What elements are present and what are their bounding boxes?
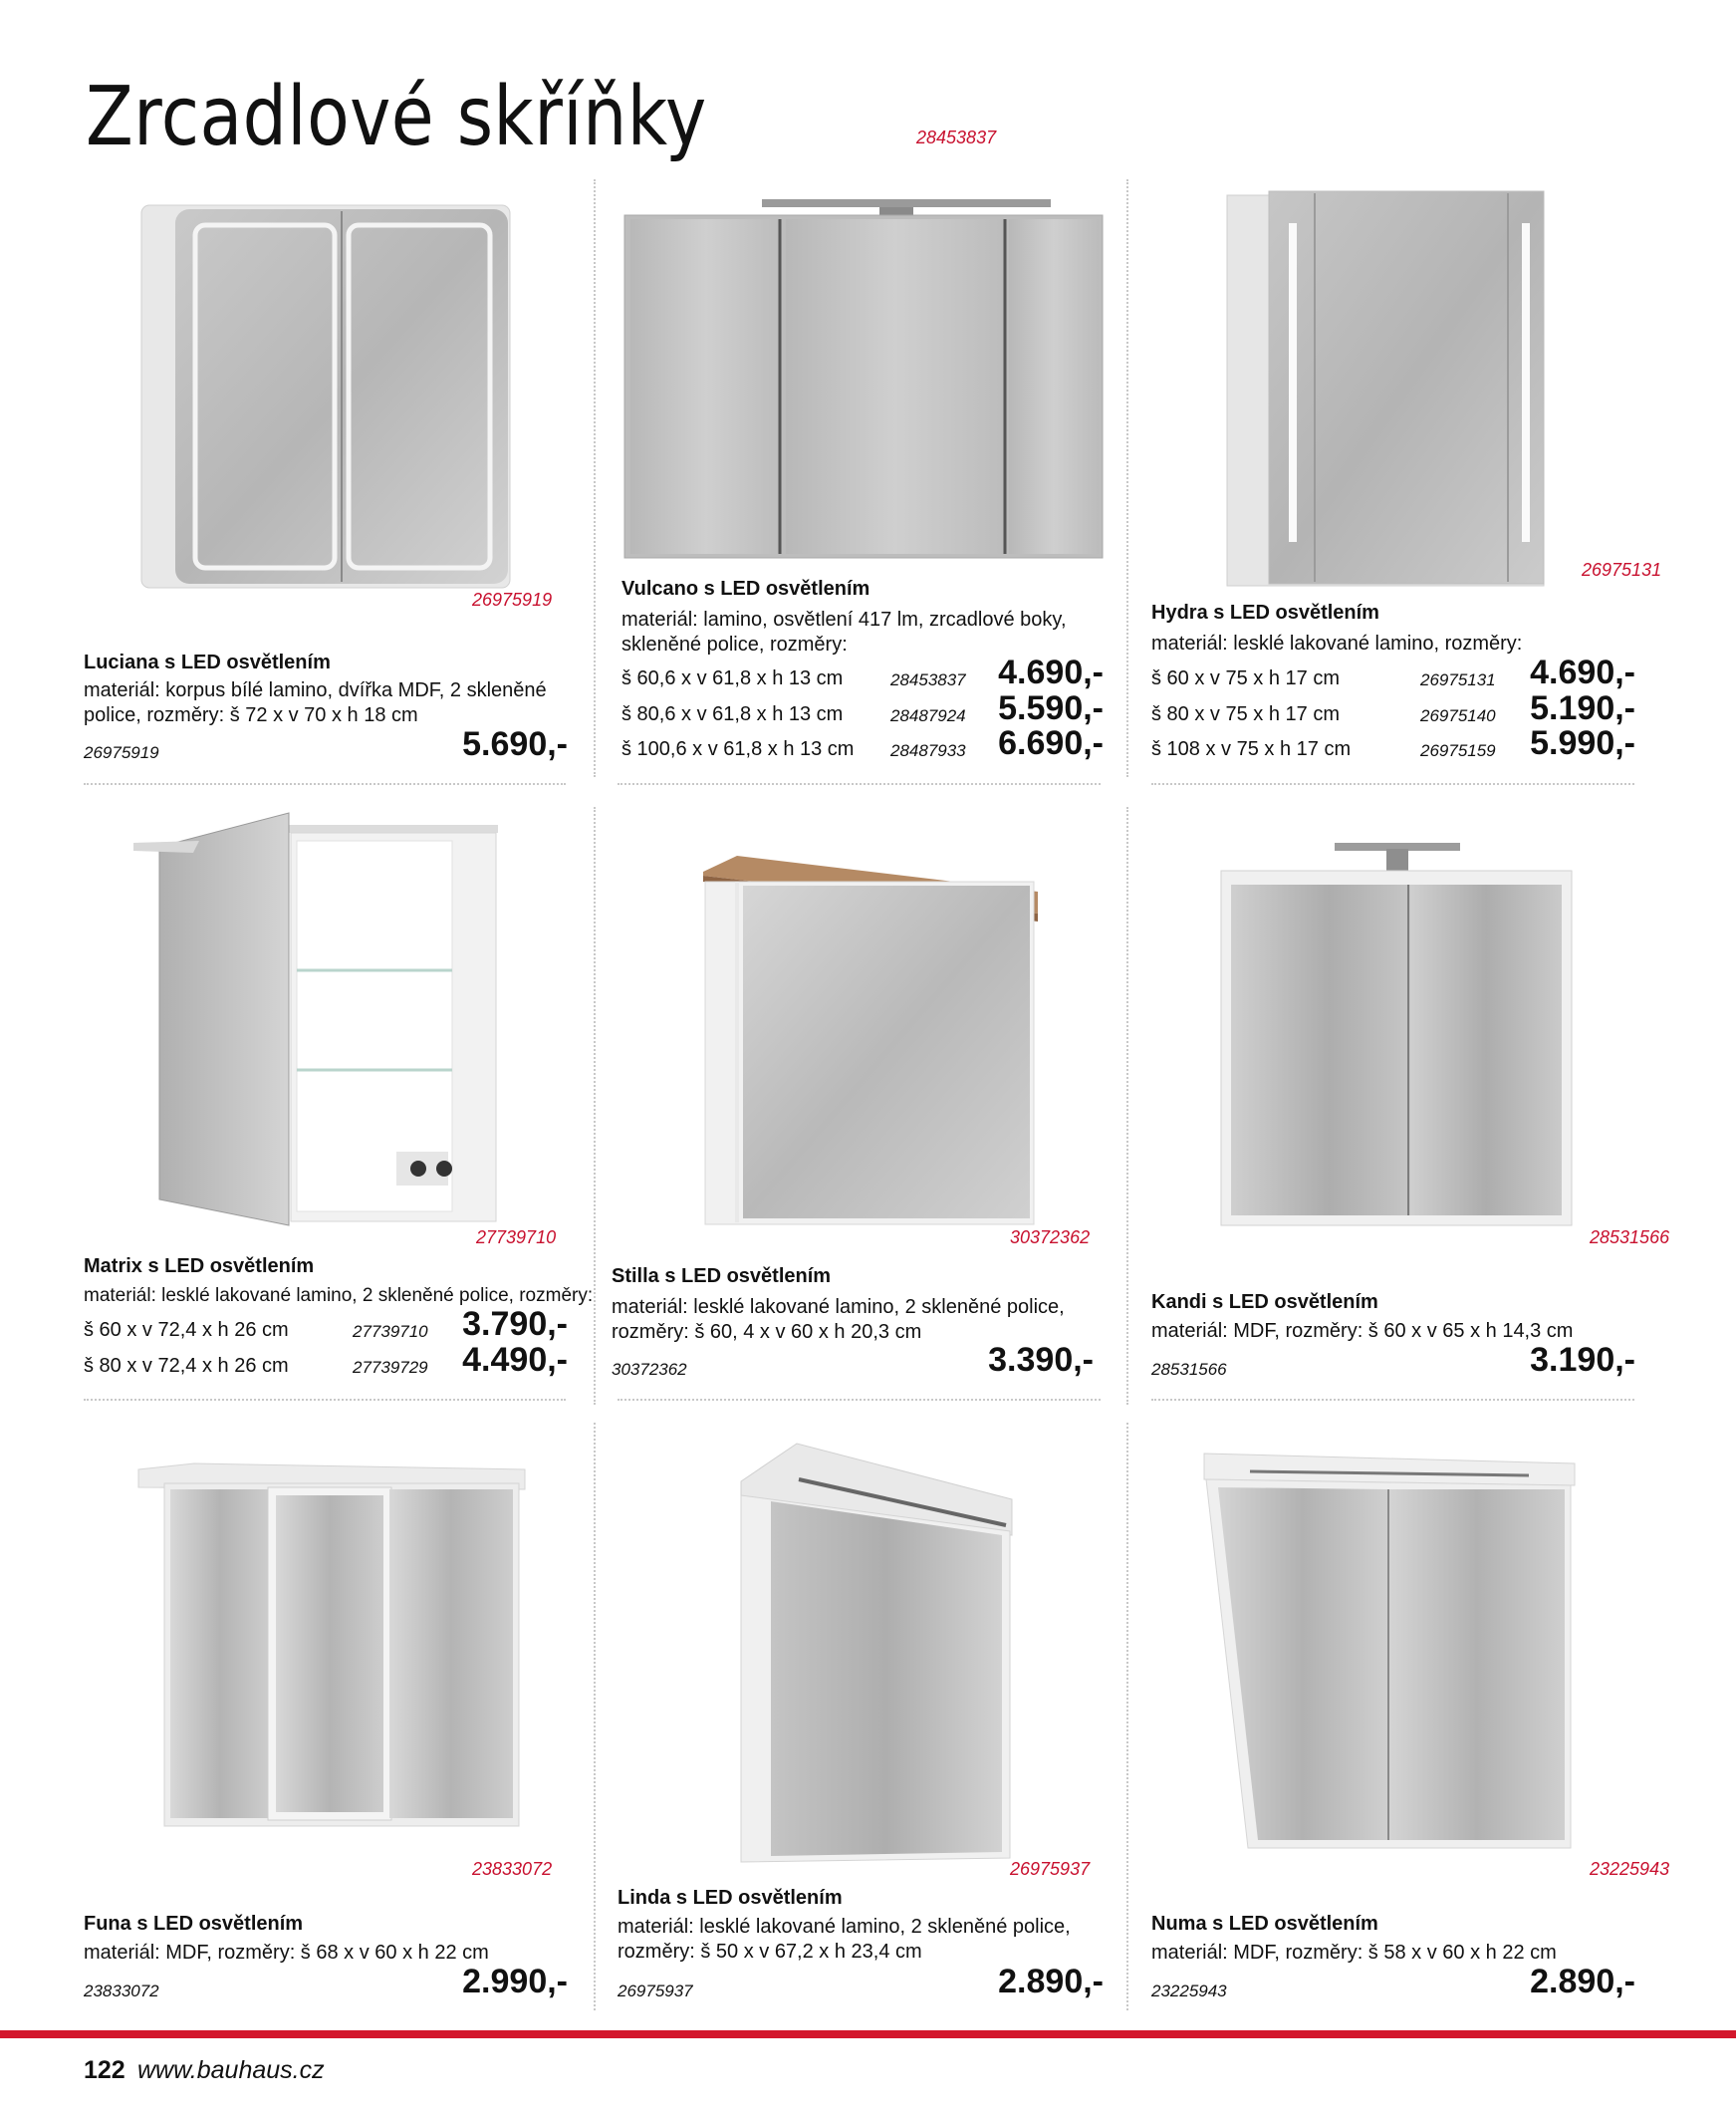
page-number: 122 — [84, 2056, 125, 2084]
product-image-stilla — [697, 852, 1046, 1230]
variant-code: 27739729 — [353, 1358, 428, 1377]
article-code: 26975937 — [618, 1982, 693, 2000]
column-divider — [1126, 179, 1128, 777]
variant-code: 27739710 — [353, 1322, 428, 1341]
price: 5.690,- — [462, 725, 568, 763]
product-name: Numa s LED osvětlením — [1151, 1913, 1378, 1935]
image-code: 27739710 — [476, 1227, 557, 1247]
row-divider — [84, 783, 566, 785]
image-code: 26975919 — [472, 590, 553, 610]
image-code: 28531566 — [1590, 1227, 1670, 1247]
product-name: Vulcano s LED osvětlením — [621, 578, 870, 600]
image-code: 26975937 — [1010, 1859, 1091, 1879]
image-code: 30372362 — [1010, 1227, 1091, 1247]
product-description: materiál: MDF, rozměry: š 58 x v 60 x h 22 cm — [1151, 1942, 1557, 1964]
variant-price: 6.690,- — [998, 724, 1104, 762]
product-name: Kandi s LED osvětlením — [1151, 1291, 1378, 1313]
variant-price: 4.690,- — [998, 654, 1104, 691]
footer-bar — [0, 2030, 1736, 2038]
product-description: materiál: lesklé lakované lamino, 2 skleněné police, rozměry: š 50 x v 67,2 x h 23,4 cm — [618, 1916, 1071, 1963]
variant-price: 4.490,- — [462, 1341, 568, 1379]
product-image-vulcano — [622, 189, 1106, 563]
product-image-kandi — [1217, 837, 1576, 1230]
product-image-matrix — [129, 807, 508, 1245]
product-description: materiál: MDF, rozměry: š 60 x v 65 x h 14,3 cm — [1151, 1320, 1574, 1342]
product-name: Stilla s LED osvětlením — [612, 1265, 832, 1287]
product-image-funa — [134, 1459, 528, 1833]
product-name: Linda s LED osvětlením — [618, 1887, 843, 1909]
price: 2.990,- — [462, 1963, 568, 2000]
variant-size: š 60 x v 72,4 x h 26 cm — [84, 1319, 289, 1341]
product-description: materiál: lesklé lakované lamino, 2 skleněné police, rozměry: š 60, 4 x v 60 x h 20,3 cm — [612, 1296, 1065, 1343]
variant-code: 28487924 — [890, 706, 966, 725]
product-image-hydra — [1225, 187, 1549, 591]
row-divider — [1151, 1399, 1634, 1401]
variant-size: š 100,6 x v 61,8 x h 13 cm — [621, 738, 855, 760]
variant-size: š 80 x v 75 x h 17 cm — [1151, 703, 1340, 725]
price: 3.390,- — [988, 1341, 1094, 1379]
column-divider — [1126, 807, 1128, 1405]
page-title: Zrcadlové skříňky — [86, 70, 707, 164]
product-name: Hydra s LED osvětlením — [1151, 602, 1379, 624]
variant-size: š 80 x v 72,4 x h 26 cm — [84, 1355, 289, 1377]
top-article-code: 28453837 — [916, 128, 997, 147]
product-description: materiál: korpus bílé lamino, dvířka MDF, 2 skleněné police, rozměry: š 72 x v 70 x h 18 cm — [84, 679, 547, 726]
variant-code: 26975131 — [1420, 670, 1496, 689]
row-divider — [618, 783, 1101, 785]
variant-code: 26975140 — [1420, 706, 1496, 725]
article-code: 23225943 — [1151, 1982, 1227, 2000]
product-image-luciana — [139, 199, 518, 593]
variant-size: š 108 x v 75 x h 17 cm — [1151, 738, 1352, 760]
product-name: Funa s LED osvětlením — [84, 1913, 304, 1935]
column-divider — [594, 807, 596, 1405]
variant-size: š 60 x v 75 x h 17 cm — [1151, 667, 1340, 689]
article-code: 26975919 — [84, 743, 159, 762]
variant-price: 3.790,- — [462, 1305, 568, 1343]
image-code: 23225943 — [1590, 1859, 1670, 1879]
variant-code: 28453837 — [890, 670, 966, 689]
row-divider — [1151, 783, 1634, 785]
row-divider — [84, 1399, 566, 1401]
price: 2.890,- — [998, 1963, 1104, 2000]
variant-code: 28487933 — [890, 741, 966, 760]
column-divider — [594, 179, 596, 777]
website-link[interactable]: www.bauhaus.cz — [137, 2056, 325, 2084]
product-description: materiál: lesklé lakované lamino, 2 skleněné police, rozměry: — [84, 1285, 594, 1306]
variant-price: 5.590,- — [998, 689, 1104, 727]
product-description: materiál: MDF, rozměry: š 68 x v 60 x h 22 cm — [84, 1942, 489, 1964]
variant-size: š 60,6 x v 61,8 x h 13 cm — [621, 667, 844, 689]
variant-size: š 80,6 x v 61,8 x h 13 cm — [621, 703, 844, 725]
variant-price: 5.990,- — [1530, 724, 1635, 762]
product-name: Matrix s LED osvětlením — [84, 1255, 315, 1277]
variant-price: 4.690,- — [1530, 654, 1635, 691]
variant-code: 26975159 — [1420, 741, 1496, 760]
article-code: 28531566 — [1151, 1360, 1227, 1379]
article-code: 23833072 — [84, 1982, 159, 2000]
column-divider — [594, 1423, 596, 2010]
product-description: materiál: lesklé lakované lamino, rozměry: — [1151, 633, 1523, 655]
row-divider — [618, 1399, 1101, 1401]
product-image-linda — [737, 1440, 1016, 1868]
image-code: 26975131 — [1582, 560, 1662, 580]
product-image-numa — [1200, 1450, 1579, 1853]
article-code: 30372362 — [612, 1360, 687, 1379]
image-code: 23833072 — [472, 1859, 553, 1879]
product-description: materiál: lamino, osvětlení 417 lm, zrcadlové boky, skleněné police, rozměry: — [621, 609, 1067, 656]
variant-price: 5.190,- — [1530, 689, 1635, 727]
product-name: Luciana s LED osvětlením — [84, 652, 331, 673]
price: 2.890,- — [1530, 1963, 1635, 2000]
price: 3.190,- — [1530, 1341, 1635, 1379]
column-divider — [1126, 1423, 1128, 2010]
